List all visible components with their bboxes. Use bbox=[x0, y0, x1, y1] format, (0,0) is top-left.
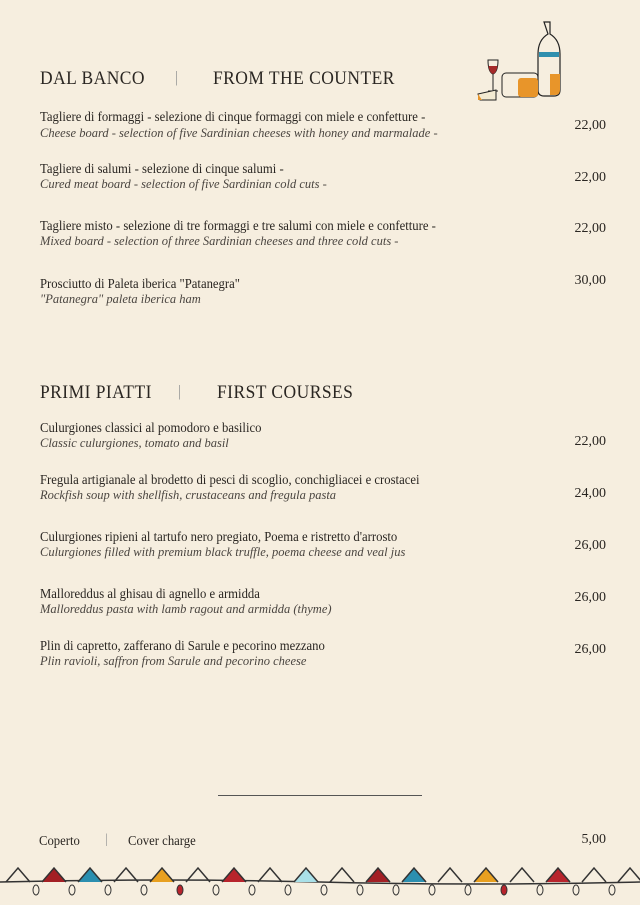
section-title-en: FIRST COURSES bbox=[217, 382, 354, 403]
bunting-loop bbox=[429, 885, 435, 895]
bunting-flag bbox=[438, 868, 462, 882]
menu-item-description: Culurgiones filled with premium black truffle, poema cheese and veal jus bbox=[40, 545, 406, 559]
cover-label-en: Cover charge bbox=[128, 833, 196, 848]
bunting-loop bbox=[213, 885, 219, 895]
menu-item-price: 22,00 bbox=[574, 118, 606, 133]
bunting-flag bbox=[6, 868, 30, 882]
bunting-loop bbox=[249, 885, 255, 895]
menu-item-name: Malloreddus al ghisau di agnello e armidda bbox=[40, 586, 260, 601]
menu-item-name: Plin di capretto, zafferano di Sarule e pecorino mezzano bbox=[40, 638, 325, 653]
bunting-flag bbox=[510, 868, 534, 882]
bunting-loop bbox=[69, 885, 75, 895]
menu-item-name: Culurgiones classici al pomodoro e basilico bbox=[40, 420, 262, 435]
bunting-flag bbox=[222, 868, 246, 882]
menu-item-description: Rockfish soup with shellfish, crustaceans and fregula pasta bbox=[40, 488, 337, 502]
menu-item-price: 26,00 bbox=[574, 590, 606, 605]
bunting-loop bbox=[141, 885, 147, 895]
menu-item-description: Cured meat board - selection of five Sardinian cold cuts - bbox=[40, 177, 327, 191]
menu-item-name: Fregula artigianale al brodetto di pesci di scoglio, conchigliacei e crostacei bbox=[40, 472, 420, 487]
menu-item-description: Mixed board - selection of three Sardinian cheeses and three cold cuts - bbox=[40, 234, 399, 248]
bunting-flag bbox=[474, 868, 498, 882]
bunting-flag bbox=[582, 868, 606, 882]
bunting-loop bbox=[465, 885, 471, 895]
menu-item-description: Classic culurgiones, tomato and basil bbox=[40, 436, 229, 450]
menu-item-name: Tagliere di salumi - selezione di cinque salumi - bbox=[40, 161, 284, 176]
bunting-loop bbox=[285, 885, 291, 895]
wine-cheese-illustration bbox=[472, 18, 572, 104]
bunting-loop bbox=[609, 885, 615, 895]
section-title-en: FROM THE COUNTER bbox=[213, 68, 395, 89]
section-title-it: PRIMI PIATTI bbox=[40, 382, 152, 403]
title-separator: | bbox=[175, 69, 179, 86]
menu-item-price: 22,00 bbox=[574, 221, 606, 236]
menu-item-name: Tagliere misto - selezione di tre formaggi e tre salumi con miele e confetture - bbox=[40, 218, 436, 233]
bunting-loop bbox=[357, 885, 363, 895]
bunting-flag bbox=[366, 868, 390, 882]
menu-item-description: Plin ravioli, saffron from Sarule and pecorino cheese bbox=[40, 654, 307, 668]
bunting-flag bbox=[330, 868, 354, 882]
bunting-flag bbox=[402, 868, 426, 882]
menu-item-price: 26,00 bbox=[574, 642, 606, 657]
bunting-loop bbox=[501, 885, 507, 895]
menu-item-price: 26,00 bbox=[574, 538, 606, 553]
divider bbox=[218, 795, 422, 796]
bunting-loop bbox=[105, 885, 111, 895]
bunting-loop bbox=[321, 885, 327, 895]
menu-item-price: 22,00 bbox=[574, 434, 606, 449]
menu-item-name: Prosciutto di Paleta iberica "Patanegra" bbox=[40, 276, 240, 291]
cover-separator: | bbox=[105, 832, 108, 847]
section-title-it: DAL BANCO bbox=[40, 68, 145, 89]
bunting-flag bbox=[42, 868, 66, 882]
menu-item-price: 30,00 bbox=[574, 273, 606, 288]
menu-item-name: Tagliere di formaggi - selezione di cinque formaggi con miele e confetture - bbox=[40, 109, 426, 124]
menu-item-price: 22,00 bbox=[574, 170, 606, 185]
menu-item-name: Culurgiones ripieni al tartufo nero pregiato, Poema e ristretto d'arrosto bbox=[40, 529, 398, 544]
cover-label-it: Coperto bbox=[39, 833, 80, 848]
menu-item-description: Malloreddus pasta with lamb ragout and armidda (thyme) bbox=[40, 602, 332, 616]
bunting-flag bbox=[258, 868, 282, 882]
title-separator: | bbox=[178, 383, 182, 400]
bunting-flag bbox=[294, 868, 318, 882]
bunting-flag bbox=[78, 868, 102, 882]
bunting-loop bbox=[537, 885, 543, 895]
bunting-decoration bbox=[0, 860, 640, 905]
bunting-loop bbox=[33, 885, 39, 895]
menu-item-description: "Patanegra" paleta iberica ham bbox=[40, 292, 201, 306]
bunting-flag bbox=[618, 868, 640, 882]
bunting-flag bbox=[150, 868, 174, 882]
cover-price: 5,00 bbox=[581, 832, 606, 847]
menu-item-price: 24,00 bbox=[574, 486, 606, 501]
bunting-loop bbox=[393, 885, 399, 895]
bunting-loop bbox=[177, 885, 183, 895]
bunting-flag bbox=[546, 868, 570, 882]
menu-item-description: Cheese board - selection of five Sardinian cheeses with honey and marmalade - bbox=[40, 126, 438, 140]
bunting-loop bbox=[573, 885, 579, 895]
